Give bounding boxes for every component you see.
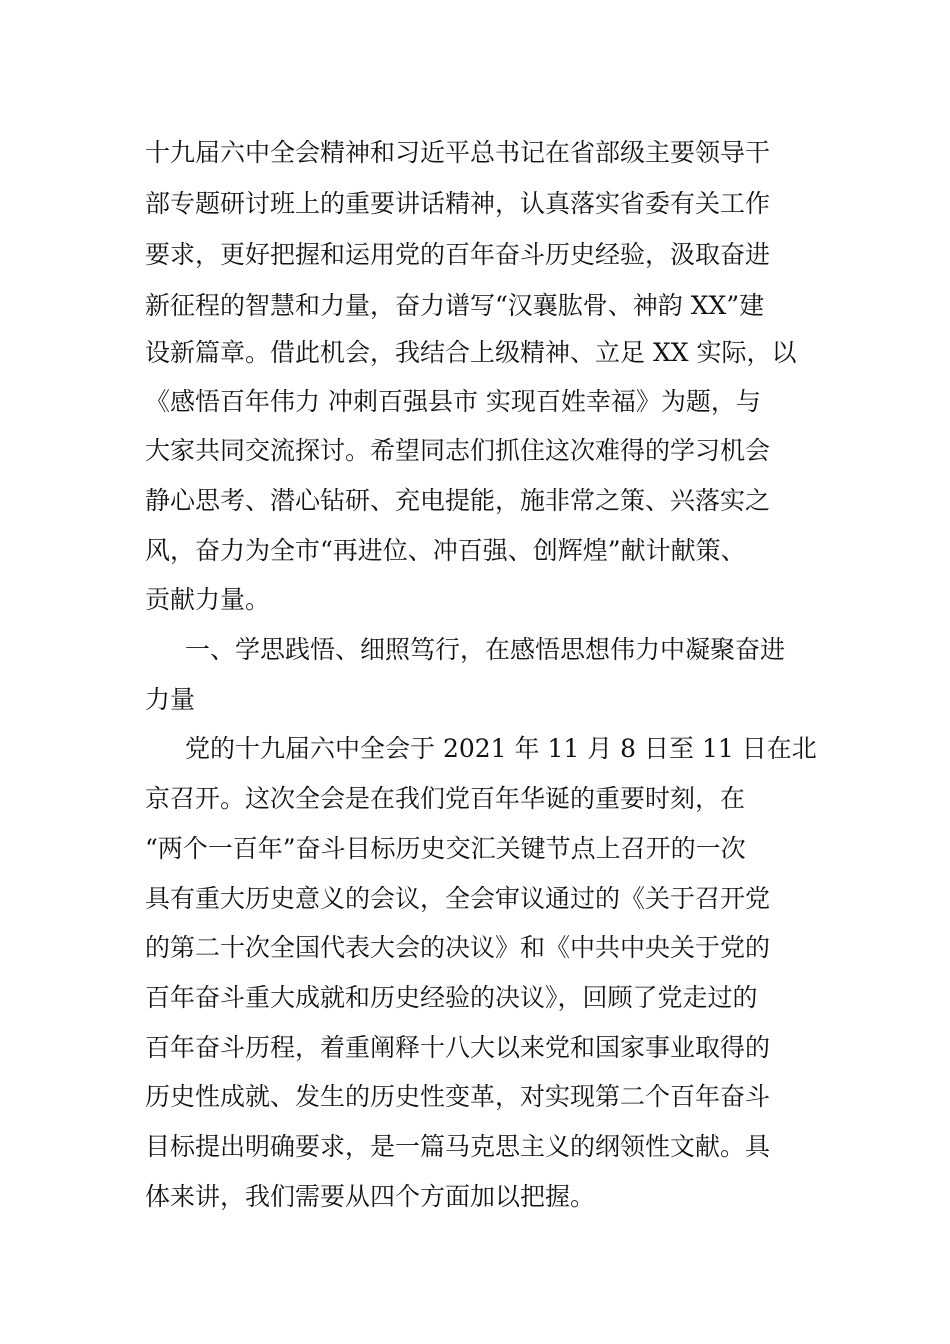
body-text-line: 静心思考、潜心钻研、充电提能，施非常之策、兴落实之 bbox=[145, 486, 771, 515]
body-text-line: 目标提出明确要求，是一篇马克思主义的纲领性文献。具 bbox=[145, 1132, 771, 1161]
body-text-line: 设新篇章。借此机会，我结合上级精神、立足 XX 实际，以 bbox=[145, 338, 797, 367]
body-text-line: 百年奋斗历程，着重阐释十八大以来党和国家事业取得的 bbox=[145, 1033, 771, 1062]
section-heading-line: 一、学思践悟、细照笃行，在感悟思想伟力中凝聚奋进 bbox=[185, 635, 786, 664]
body-text-line: 体来讲，我们需要从四个方面加以把握。 bbox=[145, 1182, 596, 1211]
body-text-line: 京召开。这次全会是在我们党百年华诞的重要时刻，在 bbox=[145, 784, 746, 813]
body-text-line: 十九届六中全会精神和习近平总书记在省部级主要领导干 bbox=[145, 138, 771, 167]
body-text-line: 贡献力量。 bbox=[145, 585, 271, 614]
body-text-line: 要求，更好把握和运用党的百年奋斗历史经验，汲取奋进 bbox=[145, 240, 771, 269]
section-heading-line: 力量 bbox=[145, 685, 196, 714]
body-text-line: 新征程的智慧和力量，奋力谱写“汉襄肱骨、神韵 XX”建 bbox=[145, 291, 765, 320]
body-text-line: “两个一百年”奋斗目标历史交汇关键节点上召开的一次 bbox=[145, 834, 746, 863]
body-text-line: 风，奋力为全市“再进位、冲百强、创辉煌”献计献策、 bbox=[145, 536, 746, 565]
body-text-line: 历史性成就、发生的历史性变革，对实现第二个百年奋斗 bbox=[145, 1082, 771, 1111]
body-text-line: 大家共同交流探讨。希望同志们抓住这次难得的学习机会 bbox=[145, 436, 771, 465]
body-text-line: 的第二十次全国代表大会的决议》和《中共中央关于党的 bbox=[145, 933, 771, 962]
body-text-line: 《感悟百年伟力 冲刺百强县市 实现百姓幸福》为题，与 bbox=[145, 387, 761, 416]
body-text-line: 具有重大历史意义的会议，全会审议通过的《关于召开党 bbox=[145, 884, 771, 913]
body-text-line: 部专题研讨班上的重要讲话精神，认真落实省委有关工作 bbox=[145, 189, 771, 218]
body-text-line: 党的十九届六中全会于 2021 年 11 月 8 日至 11 日在北 bbox=[185, 734, 817, 763]
body-text-line: 百年奋斗重大成就和历史经验的决议》，回顾了党走过的 bbox=[145, 983, 758, 1012]
